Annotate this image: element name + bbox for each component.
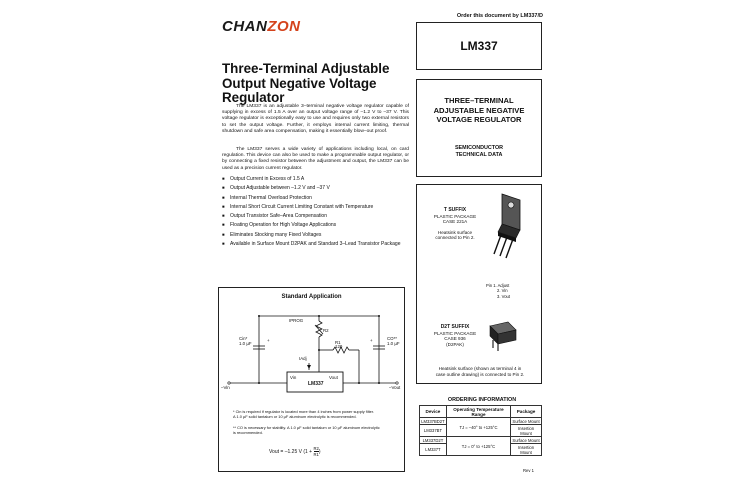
- column-header: Operating Temperature Range: [446, 406, 510, 418]
- device-summary-box: [416, 79, 542, 177]
- feature-item: ■ Eliminates Stocking many Fixed Voltages: [222, 232, 409, 238]
- device-summary-title: THREE–TERMINAL ADJUSTABLE NEGATIVE VOLTAGE REGULATOR: [433, 96, 525, 124]
- cin-note: * Cin is required if regulator is located more than 4 inches from power supply filter. A 1.0 µF solid tantalum or 10 µF aluminum electrolytic is recommended.: [233, 409, 374, 419]
- temp-range-cell: TJ = 0° to +125°C: [446, 437, 510, 456]
- r1-label: R1: [335, 340, 341, 345]
- feature-item: ■ Internal Short Circuit Current Limiting Constant with Temperature: [222, 204, 409, 210]
- d2t-suffix-caption: D2T SUFFIX PLASTIC PACKAGE CASE 936 (D2PAK): [433, 324, 477, 347]
- table-row: LM337T Insertion Mount: [420, 444, 542, 456]
- co-label: CO**: [387, 336, 398, 341]
- description-paragraph-2: The LM337 serves a wide variety of applications including local, on card regulation. This device can also be used to make a programmable output regulator, or by connecting a fixed resistor between the adjustment and output, the LM337 can be used as a precision current regulator.: [222, 147, 409, 171]
- feature-item: ■ Floating Operation for High Voltage Applications: [222, 222, 409, 228]
- table-row: LM337BT Insertion Mount: [420, 425, 542, 437]
- pin-list: Pin 1. Adjust 2. Vin 3. Vout: [486, 283, 511, 299]
- to220-package-drawing: [490, 190, 540, 260]
- cin-value: 1.0 µF: [239, 341, 252, 346]
- description-paragraph-1: The LM337 is an adjustable 3–terminal negative voltage regulator capable of supplying in excess of 1.5 A over an output voltage range of –1.2 V to –37 V. This voltage regulator is exceptionally easy to use and requires only two external resistors to set the output voltage. Further, it employs internal current limiting, thermal shutdown and safe area compensation, making it essentially blow–out proof.: [222, 104, 409, 134]
- ordering-table: [419, 405, 542, 456]
- table-row: LM337BD2T TJ = –40° to +125°C Surface Mount: [420, 418, 542, 425]
- cin-label: Cin*: [239, 336, 248, 341]
- column-header: Package: [511, 406, 542, 418]
- temp-range-cell: TJ = –40° to +125°C: [446, 418, 510, 437]
- iadj-label: IAdj: [299, 356, 307, 361]
- d2pak-package-drawing: [484, 318, 520, 354]
- neg-vout-label: –Vout: [389, 385, 401, 390]
- feature-list: [222, 176, 409, 250]
- brand-logo: CHANZON: [222, 18, 301, 35]
- iprog-label: IPROG: [289, 318, 304, 323]
- co-note: ** CO is necessary for stability. A 1.0 µF solid tantalum or 10 µF aluminum electrolytic is recommended.: [233, 425, 380, 435]
- neg-vin-label: –Vin: [221, 385, 230, 390]
- cin-plus: +: [267, 338, 270, 343]
- part-number: LM337: [460, 39, 498, 53]
- chip-vin-label: Vin: [290, 375, 297, 380]
- page-title: Three-Terminal Adjustable Output Negative Voltage Regulator: [222, 61, 390, 105]
- column-header: Device: [420, 406, 447, 418]
- part-number-box: [416, 22, 542, 70]
- standard-application-box: [218, 287, 405, 472]
- feature-item: ■ Internal Thermal Overload Protection: [222, 195, 409, 201]
- feature-item: ■ Output Adjustable between –1.2 V and –37 V: [222, 185, 409, 191]
- chip-vout-label: Vout: [329, 375, 338, 380]
- co-value: 1.0 µF: [387, 341, 400, 346]
- feature-item: ■ Available in Surface Mount D2PAK and Standard 3–Lead Transistor Package: [222, 241, 409, 247]
- revision-label: Rev 1: [523, 468, 534, 473]
- output-voltage-formula: Vout = –1.25 V (1 + $\frac{R2}{R1}$ ): [269, 446, 321, 457]
- d2t-heatsink-note: Heatsink surface (shown as terminal 4 in case outline drawing) is connected to Pin 2.: [435, 366, 525, 377]
- device-summary-subtitle: SEMICONDUCTOR TECHNICAL DATA: [454, 144, 504, 158]
- application-title: Standard Application: [281, 294, 342, 300]
- table-row: LM337D2T TJ = 0° to +125°C Surface Mount: [420, 437, 542, 444]
- ordering-header-row: [420, 406, 542, 418]
- ordering-title: ORDERING INFORMATION: [447, 397, 517, 403]
- r1-value: 120: [335, 344, 343, 349]
- feature-item: ■ Output Current in Excess of 1.5 A: [222, 176, 409, 182]
- t-suffix-caption: T SUFFIX PLASTIC PACKAGE CASE 221A Heatsink surface connected to Pin 2.: [433, 207, 477, 241]
- co-plus: +: [370, 338, 373, 343]
- order-note: Order this document by LM337/D: [456, 13, 543, 19]
- feature-item: ■ Output Transistor Safe–Area Compensation: [222, 213, 409, 219]
- chip-label: LM337: [308, 381, 324, 387]
- application-schematic: [219, 288, 406, 408]
- r2-label: R2: [323, 328, 329, 333]
